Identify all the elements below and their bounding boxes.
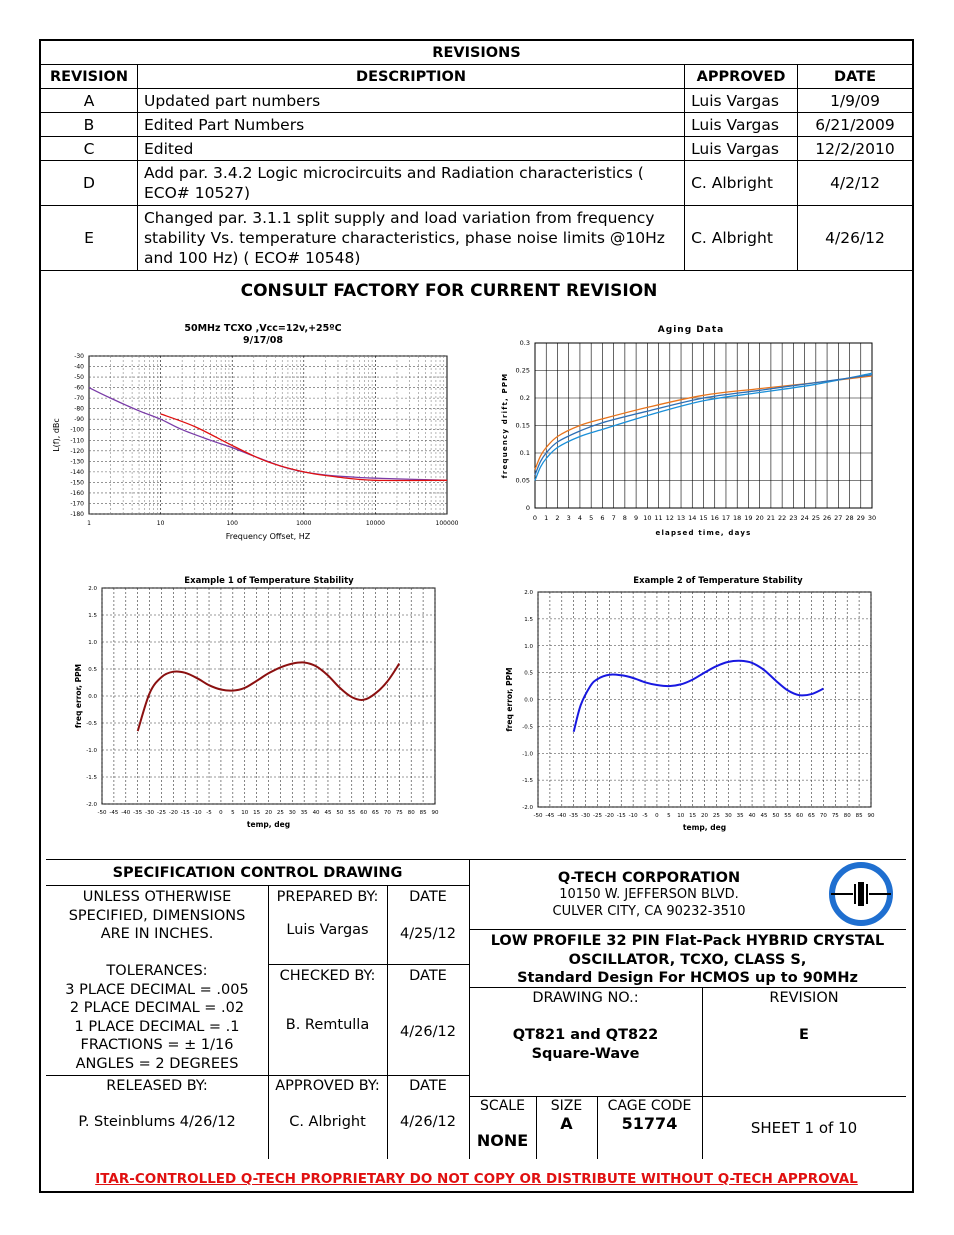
approved-date-label: DATE <box>409 1078 447 1094</box>
col-header-date: DATE <box>798 65 913 89</box>
y-tick-label: -70 <box>74 395 84 403</box>
y-tick-label: 0.0 <box>88 694 97 700</box>
x-tick-label: 80 <box>843 813 851 819</box>
x-tick-label: 1 <box>87 520 91 527</box>
x-axis-label: Frequency Offset, HZ <box>225 532 311 541</box>
x-tick-label: -5 <box>642 813 648 819</box>
x-tick-label: 30 <box>867 514 877 522</box>
x-tick-label: 10 <box>241 810 249 816</box>
temp-stability-chart-2 <box>500 570 885 835</box>
spec-control-title: SPECIFICATION CONTROL DRAWING <box>112 865 403 881</box>
x-tick-label: -50 <box>97 810 107 816</box>
released-by-name: P. Steinblums 4/26/12 <box>78 1114 236 1130</box>
x-tick-label: -30 <box>581 813 591 819</box>
y-tick-label: -120 <box>70 447 84 455</box>
col-header-description: DESCRIPTION <box>137 65 684 89</box>
x-tick-label: 70 <box>383 810 391 816</box>
x-tick-label: 70 <box>819 813 827 819</box>
x-tick-label: -15 <box>616 813 626 819</box>
y-tick-label: -1.5 <box>522 778 533 785</box>
drawing-number: QT821 and QT822 Square-Wave <box>512 1027 659 1062</box>
x-tick-label: 60 <box>360 810 368 816</box>
y-tick-label: -30 <box>74 353 84 360</box>
y-tick-label: 0.3 <box>519 339 530 347</box>
x-tick-label: 35 <box>300 810 308 816</box>
x-tick-label: 0 <box>219 810 223 816</box>
rev-letter: E <box>41 206 138 271</box>
x-tick-label: -15 <box>180 810 190 816</box>
x-tick-label: 0 <box>655 813 659 819</box>
rev-date: 6/21/2009 <box>798 113 913 137</box>
y-tick-label: -50 <box>74 374 84 382</box>
x-tick-label: 100000 <box>435 520 459 527</box>
table-row <box>41 137 913 161</box>
x-tick-label: 85 <box>419 810 427 816</box>
rev-date: 4/26/12 <box>798 206 913 271</box>
y-tick-label: 1.5 <box>524 616 533 623</box>
x-tick-label: 7 <box>611 514 616 522</box>
sheet-number: SHEET 1 of 10 <box>750 1119 858 1137</box>
x-tick-label: 10 <box>156 520 165 527</box>
x-tick-label: 55 <box>348 810 356 816</box>
plot-area <box>89 356 447 514</box>
x-tick-label: 29 <box>856 514 865 522</box>
revision-label: REVISION <box>769 990 839 1006</box>
rev-letter: C <box>41 137 138 161</box>
rev-date: 1/9/09 <box>798 89 913 113</box>
table-row <box>41 206 913 271</box>
x-tick-label: 11 <box>654 514 663 522</box>
prepared-date-label: DATE <box>409 889 447 905</box>
checked-by-name: B. Remtulla <box>285 1017 370 1033</box>
rev-approved: Luis Vargas <box>685 137 798 161</box>
x-tick-label: 1 <box>544 514 549 522</box>
y-tick-label: 0.05 <box>515 476 530 485</box>
x-tick-label: 65 <box>372 810 380 816</box>
x-tick-label: 8 <box>622 514 627 522</box>
prepared-by-name: Luis Vargas <box>286 922 369 938</box>
rev-letter: A <box>41 89 138 113</box>
y-tick-label: -180 <box>70 511 84 518</box>
size-label: SIZE <box>550 1098 583 1114</box>
x-tick-label: 40 <box>312 810 320 816</box>
rev-description: Changed par. 3.1.1 split supply and load variation from frequency stability Vs. temperature characteristics, phase noise limits @10Hz and 100 Hz) ( ECO# 10548) <box>137 206 684 271</box>
rev-date: 12/2/2010 <box>798 137 913 161</box>
y-tick-label: -110 <box>70 437 84 445</box>
revision-value: E <box>799 1027 809 1043</box>
y-tick-label: 0.25 <box>515 366 530 375</box>
x-tick-label: 19 <box>744 514 753 522</box>
x-tick-label: 14 <box>688 514 697 522</box>
x-tick-label: -35 <box>569 813 579 819</box>
x-tick-label: 12 <box>665 514 674 522</box>
released-by-label: RELEASED BY: <box>106 1078 208 1094</box>
x-tick-label: 30 <box>724 813 732 819</box>
x-tick-label: -30 <box>145 810 155 816</box>
x-tick-label: 27 <box>834 514 843 522</box>
x-tick-label: 25 <box>811 514 820 522</box>
y-tick-label: 0.1 <box>519 449 530 457</box>
x-tick-label: 4 <box>577 514 583 522</box>
y-tick-label: -40 <box>74 363 84 371</box>
x-tick-label: 5 <box>589 514 594 522</box>
rev-description: Edited <box>137 137 684 161</box>
x-tick-label: 55 <box>784 813 792 819</box>
y-tick-label: -170 <box>70 500 84 508</box>
x-tick-label: 50 <box>336 810 344 816</box>
x-tick-label: -40 <box>557 813 567 819</box>
x-tick-label: 17 <box>721 514 731 522</box>
x-tick-label: 30 <box>288 810 296 816</box>
y-tick-label: -90 <box>74 416 84 424</box>
rev-description: Updated part numbers <box>137 89 684 113</box>
x-tick-label: -35 <box>133 810 143 816</box>
revisions-table <box>40 40 913 271</box>
x-tick-label: 9 <box>634 514 639 522</box>
x-tick-label: -50 <box>533 813 543 819</box>
size-value: A <box>560 1114 573 1133</box>
x-tick-label: 15 <box>253 810 261 816</box>
approved-by-label: APPROVED BY: <box>275 1078 380 1094</box>
x-tick-label: 5 <box>231 810 235 816</box>
chart-title: Example 2 of Temperature Stability <box>633 576 803 586</box>
y-axis-label: freq error, PPM <box>505 667 514 732</box>
y-axis-label: frequency drift, PPM <box>501 372 509 479</box>
rev-description: Add par. 3.4.2 Logic microcircuits and Radiation characteristics ( ECO# 10527) <box>137 161 684 206</box>
itar-notice: ITAR-CONTROLLED Q-TECH PROPRIETARY DO NOT COPY OR DISTRIBUTE WITHOUT Q-TECH APPROVAL <box>95 1171 858 1187</box>
rev-description: Edited Part Numbers <box>137 113 684 137</box>
x-tick-label: -10 <box>628 813 638 819</box>
x-tick-label: -45 <box>545 813 555 819</box>
chart-subtitle: 9/17/08 <box>243 335 283 346</box>
temp-stability-chart-1 <box>70 570 445 835</box>
chart-title: 50MHz TCXO ,Vcc=12v,+25ºC <box>184 323 342 334</box>
x-tick-label: 23 <box>789 514 798 522</box>
chart-title: Example 1 of Temperature Stability <box>184 576 354 586</box>
y-tick-label: -80 <box>74 405 84 413</box>
x-tick-label: 15 <box>689 813 697 819</box>
x-tick-label: 20 <box>265 810 272 816</box>
y-tick-label: -100 <box>70 426 84 434</box>
x-tick-label: 75 <box>831 813 839 819</box>
y-tick-label: -1.5 <box>86 775 97 781</box>
rev-approved: Luis Vargas <box>685 89 798 113</box>
x-tick-label: -25 <box>156 810 166 816</box>
y-tick-label: -140 <box>70 468 84 476</box>
x-tick-label: 45 <box>760 813 768 819</box>
approved-date: 4/26/12 <box>400 1114 456 1130</box>
x-tick-label: 18 <box>733 514 742 522</box>
x-tick-label: 40 <box>748 813 756 819</box>
phase-noise-chart <box>45 318 465 550</box>
x-tick-label: 75 <box>395 810 403 816</box>
qtech-logo <box>829 862 893 926</box>
y-tick-label: 0.15 <box>515 421 530 430</box>
y-tick-label: 0.0 <box>524 697 533 704</box>
prepared-by-label: PREPARED BY: <box>276 889 379 905</box>
rev-date: 4/2/12 <box>798 161 913 206</box>
x-tick-label: 21 <box>766 514 776 522</box>
y-tick-label: 1.0 <box>524 643 533 650</box>
x-tick-label: -45 <box>109 810 119 816</box>
rev-approved: C. Albright <box>685 206 798 271</box>
y-tick-label: 1.5 <box>88 613 97 619</box>
y-tick-label: -2.0 <box>86 802 97 808</box>
y-tick-label: -150 <box>70 479 84 487</box>
x-tick-label: 13 <box>676 514 686 522</box>
tolerances-note: TOLERANCES: 3 PLACE DECIMAL = .005 2 PLACE DECIMAL = .02 1 PLACE DECIMAL = .1 FRACTIONS = ± 1/16 ANGLES = 2 DEGREES <box>65 963 249 1072</box>
y-tick-label: 0.2 <box>519 394 530 402</box>
y-tick-label: 2.0 <box>88 586 97 592</box>
x-tick-label: 26 <box>822 514 832 522</box>
prepared-date: 4/25/12 <box>400 926 456 942</box>
x-tick-label: 80 <box>407 810 415 816</box>
x-tick-label: -20 <box>604 813 614 819</box>
x-tick-label: 50 <box>772 813 780 819</box>
x-tick-label: -40 <box>121 810 131 816</box>
x-tick-label: -10 <box>192 810 202 816</box>
x-tick-label: 28 <box>845 514 854 522</box>
x-tick-label: 6 <box>600 514 605 522</box>
x-tick-label: 1000 <box>296 520 312 527</box>
x-tick-label: 10 <box>643 514 652 522</box>
x-tick-label: 24 <box>800 514 809 522</box>
y-tick-label: -1.0 <box>522 751 533 758</box>
col-header-revision: REVISION <box>41 65 138 89</box>
y-tick-label: -1.0 <box>86 748 97 754</box>
x-tick-label: 25 <box>276 810 284 816</box>
checked-date-label: DATE <box>409 968 447 984</box>
y-tick-label: 2.0 <box>524 590 533 596</box>
table-row <box>41 161 913 206</box>
y-tick-label: -130 <box>70 458 84 466</box>
approved-by-name: C. Albright <box>289 1114 366 1130</box>
x-axis-label: temp, deg <box>682 823 727 832</box>
x-tick-label: 3 <box>566 514 571 522</box>
y-tick-label: -0.5 <box>86 721 97 727</box>
rev-letter: D <box>41 161 138 206</box>
rev-approved: Luis Vargas <box>685 113 798 137</box>
x-tick-label: 5 <box>667 813 671 819</box>
x-tick-label: 2 <box>555 514 560 522</box>
y-tick-label: -160 <box>70 489 84 497</box>
company-name: Q-TECH CORPORATION <box>557 870 741 886</box>
x-tick-label: 25 <box>712 813 720 819</box>
rev-letter: B <box>41 113 138 137</box>
x-tick-label: 10 <box>677 813 685 819</box>
y-tick-label: 0.5 <box>524 670 533 677</box>
x-tick-label: 20 <box>755 514 764 522</box>
x-axis-label: temp, deg <box>246 820 291 829</box>
cage-code-label: CAGE CODE <box>607 1098 692 1114</box>
x-tick-label: 60 <box>796 813 804 819</box>
scale-value: NONE <box>476 1131 529 1150</box>
aging-chart <box>497 318 887 550</box>
y-axis-label: L(f), dBc <box>52 418 61 452</box>
table-row <box>41 113 913 137</box>
x-tick-label: 85 <box>855 813 863 819</box>
y-tick-label: 0 <box>525 504 530 512</box>
x-tick-label: 90 <box>431 810 439 816</box>
product-description: LOW PROFILE 32 PIN Flat-Pack HYBRID CRYSTAL OSCILLATOR, TCXO, CLASS S, Standard Design For HCMOS up to 90MHz <box>490 933 885 986</box>
x-tick-label: 15 <box>699 514 708 522</box>
rev-approved: C. Albright <box>685 161 798 206</box>
x-tick-label: 10000 <box>365 520 385 527</box>
unless-otherwise-note: UNLESS OTHERWISE SPECIFIED, DIMENSIONS ARE IN INCHES. <box>68 889 246 942</box>
y-tick-label: -0.5 <box>522 724 533 731</box>
x-tick-label: 65 <box>808 813 816 819</box>
x-tick-label: 16 <box>710 514 719 522</box>
y-tick-label: -2.0 <box>522 805 533 811</box>
x-tick-label: -25 <box>592 813 602 819</box>
table-row <box>41 89 913 113</box>
revisions-title: REVISIONS <box>41 41 913 65</box>
checked-date: 4/26/12 <box>400 1024 456 1040</box>
x-tick-label: 45 <box>324 810 332 816</box>
drawing-no-label: DRAWING NO.: <box>532 990 639 1006</box>
y-tick-label: 1.0 <box>88 640 97 646</box>
x-tick-label: -5 <box>206 810 212 816</box>
chart-title: Aging Data <box>657 325 725 335</box>
x-tick-label: -20 <box>168 810 178 816</box>
scale-label: SCALE <box>480 1098 525 1114</box>
x-tick-label: 20 <box>701 813 708 819</box>
col-header-approved: APPROVED <box>685 65 798 89</box>
x-tick-label: 100 <box>226 520 238 527</box>
x-tick-label: 35 <box>736 813 744 819</box>
company-address-line2: CULVER CITY, CA 90232-3510 <box>552 904 746 919</box>
y-axis-label: freq error, PPM <box>74 663 83 729</box>
y-tick-label: -60 <box>74 384 84 392</box>
consult-factory-heading: CONSULT FACTORY FOR CURRENT REVISION <box>240 281 658 301</box>
x-tick-label: 90 <box>867 813 875 819</box>
y-tick-label: 0.5 <box>88 667 97 673</box>
cage-code-value: 51774 <box>621 1114 678 1133</box>
x-tick-label: 22 <box>777 514 787 522</box>
checked-by-label: CHECKED BY: <box>279 968 376 984</box>
company-address-line1: 10150 W. JEFFERSON BLVD. <box>559 887 739 902</box>
x-tick-label: 0 <box>532 514 538 522</box>
x-axis-label: elapsed time, days <box>655 529 752 537</box>
